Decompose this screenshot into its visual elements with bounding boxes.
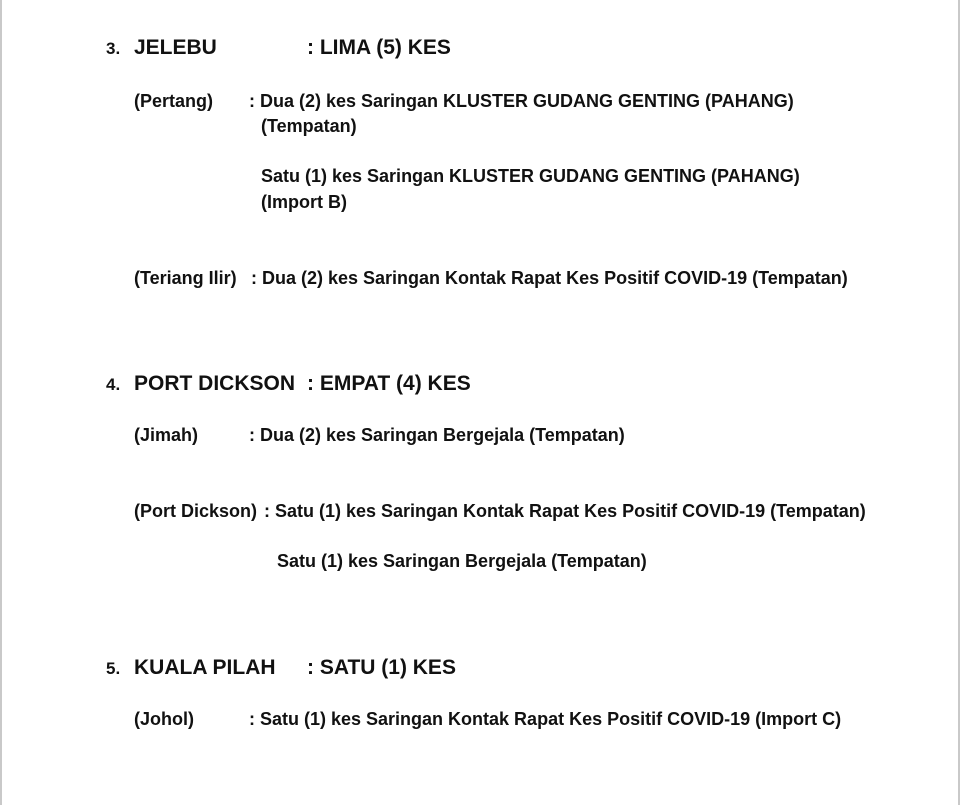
location-label: (Johol) [134,709,194,729]
case-line: : Satu (1) kes Saringan Kontak Rapat Kes Positif COVID-19 (Import C) [249,709,842,729]
district-total: : LIMA (5) KES [307,36,451,59]
district-name: PORT DICKSON [134,372,296,395]
case-line: Satu (1) kes Saringan Bergejala (Tempatan) [277,551,647,571]
case-line: (Import B) [261,192,347,212]
section-number: 4. [106,375,121,394]
location-label: (Teriang Ilir) [134,268,237,288]
case-line: Satu (1) kes Saringan KLUSTER GUDANG GENTING (PAHANG) [261,166,800,186]
location-label: (Jimah) [134,425,199,445]
district-name: JELEBU [134,36,217,59]
location-label: (Pertang) [134,91,214,111]
case-line: (Tempatan) [261,116,357,136]
case-line: : Dua (2) kes Saringan Bergejala (Tempatan) [249,425,625,445]
district-name: KUALA PILAH [134,656,276,679]
case-line: : Satu (1) kes Saringan Kontak Rapat Kes Positif COVID-19 (Tempatan) [264,501,866,521]
section-number: 5. [106,659,121,678]
district-total: : EMPAT (4) KES [307,372,471,395]
section-number: 3. [106,39,121,58]
case-line: : Dua (2) kes Saringan Kontak Rapat Kes Positif COVID-19 (Tempatan) [251,268,848,288]
district-total: : SATU (1) KES [307,656,456,679]
case-line: : Dua (2) kes Saringan KLUSTER GUDANG GENTING (PAHANG) [249,91,794,111]
location-label: (Port Dickson) [134,501,258,521]
